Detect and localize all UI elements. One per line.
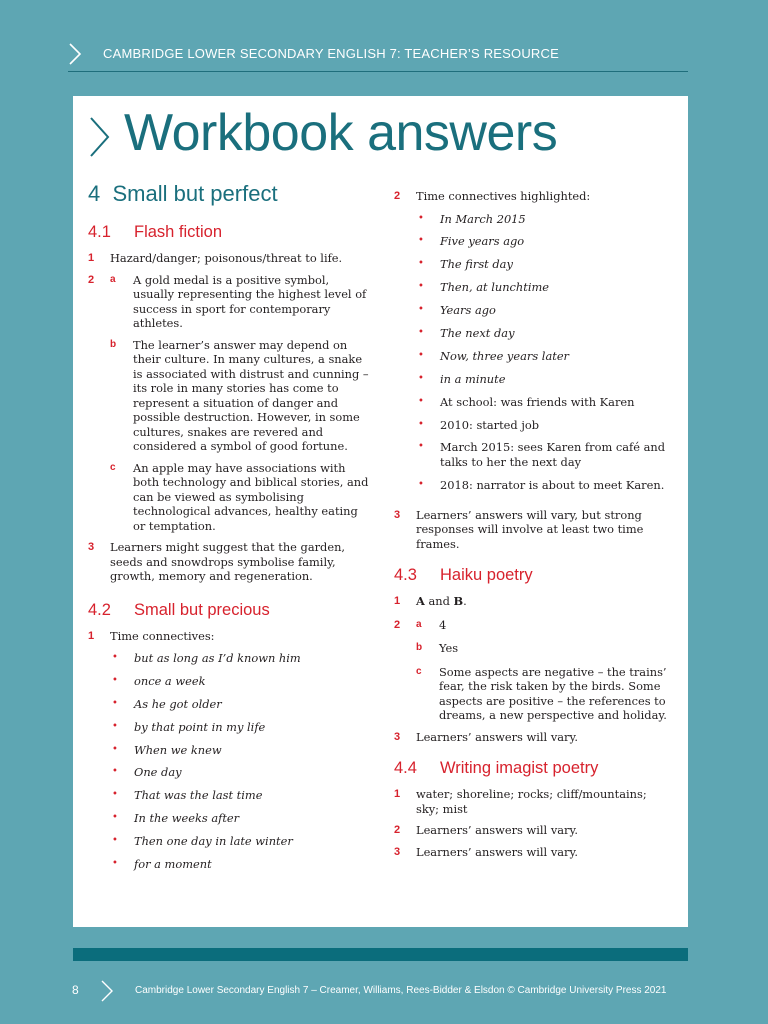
list-item-text: The first day — [440, 257, 513, 272]
question — [394, 823, 669, 838]
bullet-icon: • — [112, 674, 118, 686]
answer-part — [110, 461, 370, 534]
answer-text: The learner’s answer may depend on their culture. In many cultures, a snake is associated with distrust and cunning – its role in many stories has come to represent a situation of danger and possible destruction. However, in some cultures, snakes are revered and considered a symbol of good fortune. — [133, 337, 369, 453]
answer-text: Time connectives highlighted: — [416, 189, 591, 203]
list-item — [416, 234, 669, 249]
section-number: 4 — [88, 181, 101, 206]
question-number: 2 — [88, 273, 95, 286]
answer-text: Learners’ answers will vary, but strong responses will involve at least two time frames. — [416, 507, 644, 551]
subsection-number: 4.4 — [394, 759, 417, 778]
list-item-text: Then one day in late winter — [134, 834, 293, 849]
subsection-number: 4.3 — [394, 566, 417, 585]
page-number: 8 — [72, 983, 79, 997]
question — [394, 730, 669, 745]
subsection-4-3 — [394, 565, 669, 585]
list-item-text: in a minute — [440, 371, 506, 386]
answer-text: Time connectives: — [110, 628, 215, 643]
bullet-icon: • — [418, 304, 424, 316]
answer-option-b: B — [453, 594, 464, 609]
question — [88, 273, 370, 541]
question-number: 3 — [394, 845, 401, 858]
question — [394, 787, 669, 816]
list-item — [416, 212, 669, 227]
list-item-text: by that point in my life — [134, 719, 266, 734]
question-number: 3 — [88, 541, 95, 553]
bullet-icon: • — [112, 812, 118, 824]
list-item — [110, 788, 370, 803]
question — [88, 629, 370, 880]
list-item-text: 2010: started job — [440, 417, 540, 432]
bullet-icon: • — [418, 372, 424, 384]
footer-text: Cambridge Lower Secondary English 7 – Creamer, Williams, Rees-Bidder & Elsdon © Cambridge University Press 2021 — [135, 985, 667, 996]
question-number: 1 — [88, 252, 95, 264]
answer-text: Yes — [439, 641, 459, 656]
answer-text: Learners’ answers will vary. — [416, 844, 579, 859]
bullet-icon: • — [418, 235, 424, 247]
list-item — [110, 720, 370, 735]
part-letter: b — [416, 642, 423, 654]
answer-part — [416, 641, 669, 656]
list-item — [416, 440, 669, 469]
subsection-4-1 — [88, 222, 370, 242]
subsection-number: 4.2 — [88, 600, 111, 619]
list-item — [110, 857, 370, 872]
header-title: CAMBRIDGE LOWER SECONDARY ENGLISH 7: TEACHER’S RESOURCE — [103, 46, 559, 61]
list-item — [110, 674, 370, 689]
section-title — [88, 180, 370, 208]
question-number: 2 — [394, 824, 401, 837]
chevron-right-icon — [88, 115, 112, 159]
bullet-icon: • — [112, 743, 118, 755]
part-letter: a — [110, 273, 116, 285]
list-item — [416, 349, 669, 364]
list-item-text: Then, at lunchtime — [440, 280, 550, 295]
list-item-text: In the weeks after — [134, 811, 240, 826]
part-letter: b — [110, 338, 117, 350]
question-number: 1 — [394, 595, 401, 608]
answer-part — [416, 618, 669, 633]
subsection-4-2 — [88, 600, 370, 620]
answer-part — [110, 338, 370, 454]
list-item-text: Five years ago — [440, 234, 525, 249]
question-number: 2 — [394, 190, 401, 202]
page-title-text: Workbook answers — [124, 104, 558, 162]
answer-text: 4 — [439, 617, 447, 632]
question-number: 1 — [394, 788, 401, 801]
question-number: 3 — [394, 730, 401, 743]
answer-text — [416, 594, 669, 609]
part-letter: a — [416, 618, 422, 630]
chevron-right-icon — [100, 979, 114, 1003]
question-number: 3 — [394, 508, 401, 521]
answer-conjunction: and — [424, 594, 454, 609]
list-item — [110, 651, 370, 666]
list-item-text: As he got older — [134, 696, 222, 711]
subsection-title: Flash fiction — [134, 223, 223, 241]
bullet-icon: • — [418, 418, 424, 430]
answer-text: An apple may have associations with both technology and biblical stories, and can be viewed as symbolising technological advances, healthy eating or temptation. — [133, 460, 369, 533]
bullet-icon: • — [418, 441, 424, 453]
left-column — [88, 180, 370, 887]
answer-text: A gold medal is a positive symbol, usually representing the highest level of success in sport for contemporary athletes. — [133, 272, 367, 330]
question — [394, 618, 669, 730]
answer-part — [416, 665, 669, 723]
answer-part — [110, 273, 370, 331]
list-item — [110, 697, 370, 712]
bullet-icon: • — [112, 858, 118, 870]
question — [88, 540, 370, 584]
question — [394, 508, 669, 552]
subsection-number: 4.1 — [88, 223, 111, 241]
list-item — [416, 303, 669, 318]
bullet-icon: • — [418, 212, 424, 224]
answer-text: water; shoreline; rocks; cliff/mountains; sky; mist — [416, 787, 647, 816]
list-item — [416, 418, 669, 433]
bullet-icon: • — [112, 652, 118, 663]
list-item-text: once a week — [134, 673, 206, 688]
list-item-text: for a moment — [134, 857, 212, 872]
list-item — [416, 478, 669, 493]
bullet-icon: • — [418, 258, 424, 270]
list-item — [110, 811, 370, 826]
list-item — [416, 257, 669, 272]
bullet-icon: • — [112, 789, 118, 801]
list-item-text: At school: was friends with Karen — [440, 394, 635, 409]
part-letter: c — [110, 461, 116, 473]
list-item-text: March 2015: sees Karen from café and talks to her the next day — [440, 440, 666, 469]
chevron-right-icon — [68, 42, 82, 66]
answer-text: Learners’ answers will vary. — [416, 823, 579, 838]
answer-end: . — [463, 594, 467, 609]
answer-text: Hazard/danger; poisonous/threat to life. — [110, 251, 343, 265]
bullet-icon: • — [418, 395, 424, 407]
footer-band — [73, 948, 688, 961]
subsection-title: Small but precious — [134, 600, 270, 619]
page-header — [0, 0, 768, 74]
question — [394, 189, 669, 501]
subsection-title: Writing imagist poetry — [440, 759, 599, 778]
list-item — [110, 765, 370, 780]
list-item-text: 2018: narrator is about to meet Karen. — [440, 477, 665, 492]
part-letter: c — [416, 665, 422, 677]
bullet-icon: • — [112, 766, 118, 778]
bullet-icon: • — [112, 835, 118, 847]
list-item — [416, 280, 669, 295]
bullet-icon: • — [418, 326, 424, 338]
bullet-icon: • — [418, 349, 424, 361]
question-number: 2 — [394, 618, 401, 631]
list-item-text: but as long as I’d known him — [134, 651, 301, 665]
list-item-text: The next day — [440, 325, 515, 340]
list-item-text: One day — [134, 765, 182, 780]
list-item — [110, 834, 370, 849]
header-rule — [68, 71, 688, 72]
list-item-text: Years ago — [440, 303, 496, 318]
list-item-text: In March 2015 — [440, 211, 526, 226]
question — [88, 251, 370, 266]
list-item-text: Now, three years later — [440, 348, 570, 363]
list-item — [416, 326, 669, 341]
answer-text: Learners might suggest that the garden, seeds and snowdrops symbolise family, growth, memory and regeneration. — [110, 540, 346, 583]
subsection-title: Haiku poetry — [440, 566, 533, 585]
question — [394, 594, 669, 609]
bullet-icon: • — [418, 281, 424, 293]
bullet-icon: • — [112, 720, 118, 732]
answer-text: Learners’ answers will vary. — [416, 729, 579, 744]
bullet-icon: • — [418, 478, 424, 490]
answer-option-a: A — [416, 594, 425, 609]
right-column — [394, 189, 669, 866]
page-footer — [0, 976, 768, 1006]
list-item — [416, 395, 669, 410]
section-title-text: Small but perfect — [112, 181, 278, 206]
subsection-4-4 — [394, 758, 669, 778]
question-number: 1 — [88, 629, 95, 642]
question — [394, 845, 669, 860]
bullet-icon: • — [112, 697, 118, 709]
list-item — [110, 743, 370, 758]
list-item — [416, 372, 669, 387]
list-item-text: When we knew — [134, 742, 222, 757]
list-item-text: That was the last time — [134, 788, 263, 803]
answer-text: Some aspects are negative – the trains’ fear, the risk taken by the birds. Some aspects are positive – the references to dreams, a new perspective and holiday. — [439, 664, 667, 723]
